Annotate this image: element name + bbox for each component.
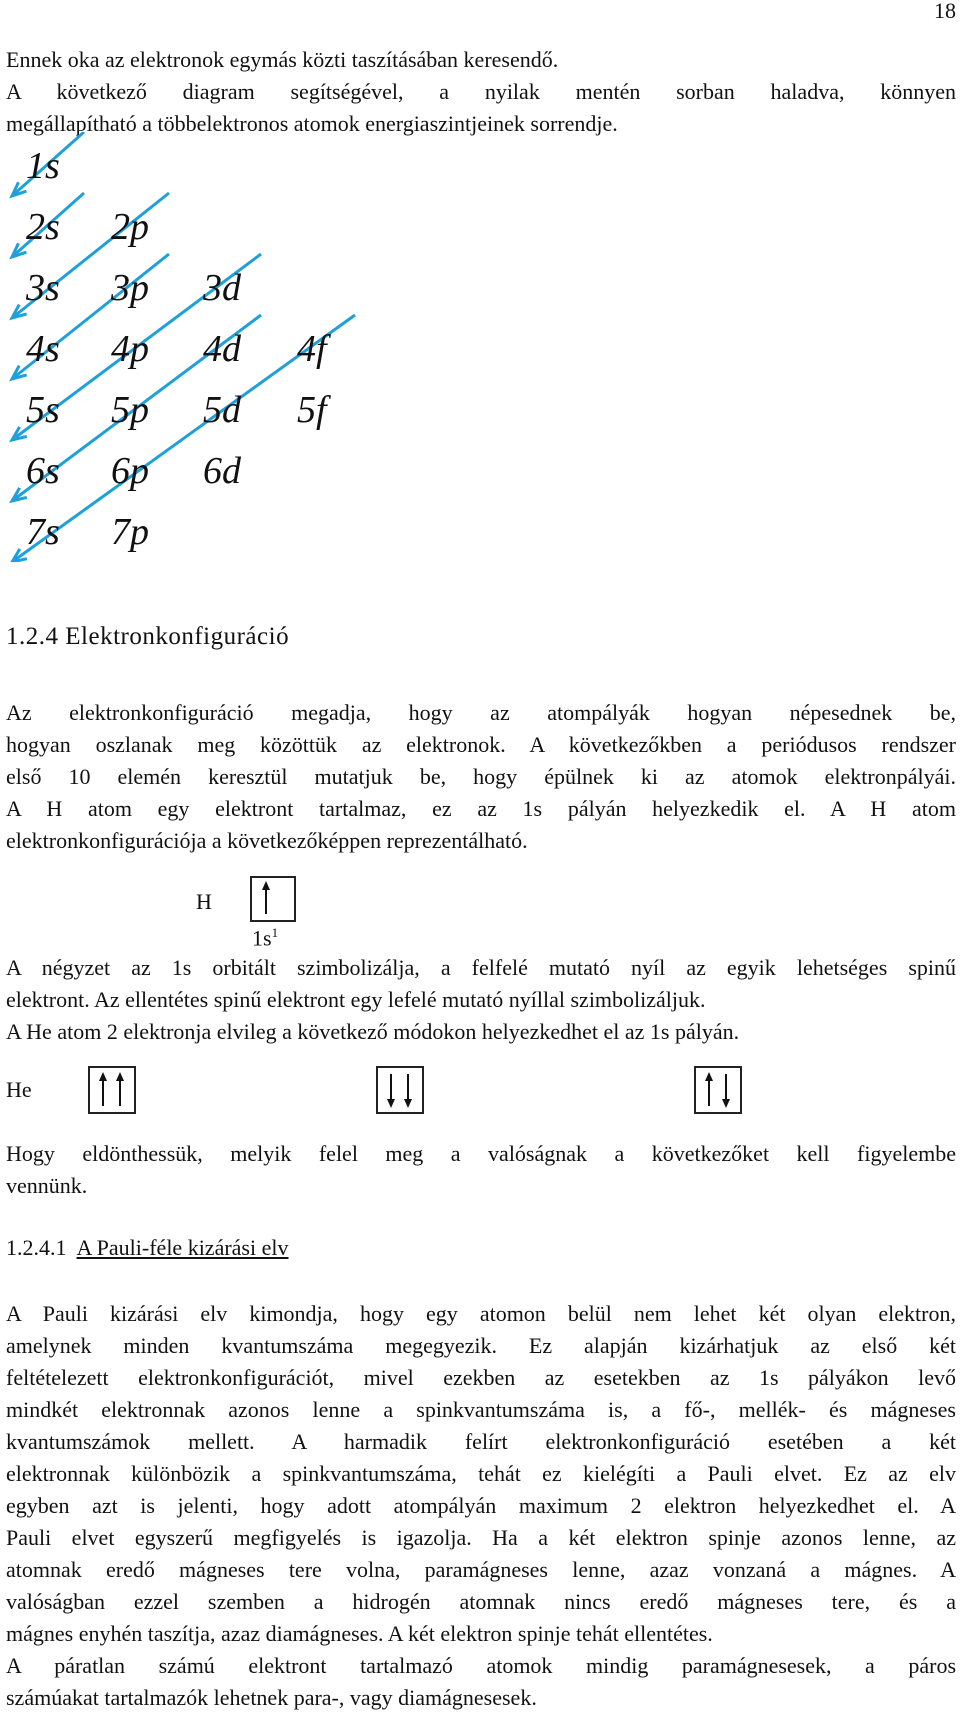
parity-paragraph [6,1650,956,1714]
text-line: elektronnak különbözik a spinkvantumszáma, tehát ez kielégíti a Pauli elvet. Ez az elv [6,1461,956,1486]
text-line: vennünk. [6,1173,88,1198]
text-line: A He atom 2 elektronja elvileg a következő módokon helyezkedhet el az 1s pályán. [6,1019,740,1044]
text-line: megállapítható a többelektronos atomok energiaszintjeinek sorrendje. [6,111,618,136]
text-line: A páratlan számú elektront tartalmazó atomok mindig paramágnesesek, a páros [6,1653,956,1678]
text-line: hogyan oszlanak meg közöttük az elektronok. A következőkben a periódusos rendszer [6,732,956,757]
orbital-label-3p: 3p [111,267,149,309]
text-line: feltételezett elektronkonfigurációt, mivel ezekben az esetekben az 1s pályákon levő [6,1365,956,1390]
text-line: Pauli elvet egyszerű megfigyelés is igazolja. Ha a két elektron spinje azonos lenne, az [6,1525,956,1550]
orbital-label-5p: 5p [111,389,149,431]
text-line: A Pauli kizárási elv kimondja, hogy egy atomon belül nem lehet két olyan elektron, [6,1301,956,1326]
orbital-label-2p: 2p [111,206,149,248]
text-line: kvantumszámok mellett. A harmadik felírt elektronkonfiguráció esetében a két [6,1429,956,1454]
pauli-principle-paragraph [6,1298,956,1650]
orbital-label-6p: 6p [111,450,149,492]
text-line: A négyzet az 1s orbitált szimbolizálja, a felfelé mutató nyíl az egyik lehetséges spinű [6,955,956,980]
subsection-heading [6,1235,288,1261]
orbital-label-3s: 3s [26,267,60,309]
orbital-label-4f: 4f [297,328,327,370]
orbital-box-up-up [88,1066,136,1114]
orbital-label-4d: 4d [203,328,241,370]
orbital-box-down-down [376,1066,424,1114]
orbital-label-2s: 2s [26,206,60,248]
orbital-label [252,925,278,951]
orbital-label-5d: 5d [203,389,241,431]
text-line: mágnes enyhén taszítja, azaz diamágneses. A két elektron spinje tehát ellentétes. [6,1621,713,1646]
orbital-label-4p: 4p [111,328,149,370]
up-up-arrows-icon [90,1068,134,1112]
orbital-label-5f: 5f [297,389,327,431]
section-heading: 1.2.4 Elektronkonfiguráció [6,623,290,650]
orbital-label-5s: 5s [26,389,60,431]
orbital-label-6d: 6d [203,450,241,492]
electron-configuration-paragraph [6,697,956,857]
text-line: elektront. Az ellentétes spinű elektront egy lefelé mutató nyíllal szimbolizáljuk. [6,987,706,1012]
up-arrow-icon [252,878,294,920]
text-line: Hogy eldönthessük, melyik felel meg a valóságnak a következőket kell figyelembe [6,1141,956,1166]
orbital-label-3d: 3d [203,267,241,309]
text-line: Ennek oka az elektronok egymás közti taszításában keresendő. [6,47,559,72]
text-line: számúakat tartalmazók lehetnek para-, vagy diamágnesesek. [6,1685,537,1710]
text-line: valóságban ezzel szemben a hidrogén atomnak nincs eredő mágneses tere, és a [6,1589,956,1614]
orbital-label-4s: 4s [26,328,60,370]
text-line: amelynek minden kvantumszáma megegyezik. Ez alapján kizárhatjuk az első két [6,1333,956,1358]
orbital-box [250,876,296,922]
orbital-box-up-down [694,1066,742,1114]
orbital-label-7p: 7p [111,511,149,553]
text-line: atomnak eredő mágneses tere volna, paramágneses lenne, azaz vonzaná a mágnes. A [6,1557,956,1582]
spin-explanation-paragraph [6,952,956,1048]
element-label-h: H [196,889,212,914]
question-paragraph [6,1138,956,1202]
orbital-label-6s: 6s [26,450,60,492]
page-number: 18 [934,0,956,23]
orbital-label-1s: 1s [26,145,60,187]
down-down-arrows-icon [378,1068,422,1112]
text-line: egyben azt is jelenti, hogy adott atompályán maximum 2 elektron helyezkedhet el. A [6,1493,956,1518]
orbital-label-7s: 7s [26,511,60,553]
text-line: Az elektronkonfiguráció megadja, hogy az atompályák hogyan népesednek be, [6,700,956,725]
up-down-arrows-icon [696,1068,740,1112]
subsection-number: 1.2.4.1 [6,1235,67,1260]
orbital-name: 1s [252,925,272,951]
text-line: mindkét elektronnak azonos lenne a spinkvantumszáma is, a fő-, mellék- és mágneses [6,1397,956,1422]
text-line: első 10 elemén keresztül mutatjuk be, hogy épülnek ki az atomok elektronpályái. [6,764,956,789]
intro-paragraph [6,44,956,140]
text-line: elektronkonfigurációja a következőképpen reprezentálható. [6,828,528,853]
text-line: A következő diagram segítségével, a nyilak mentén sorban haladva, könnyen [6,79,956,104]
text-line: A H atom egy elektront tartalmaz, ez az 1s pályán helyezkedik el. A H atom [6,796,956,821]
subsection-title: A Pauli-féle kizárási elv [76,1235,289,1260]
orbital-filling-diagram [0,132,380,562]
element-label-he: He [6,1077,32,1102]
electron-count: 1 [271,925,279,940]
